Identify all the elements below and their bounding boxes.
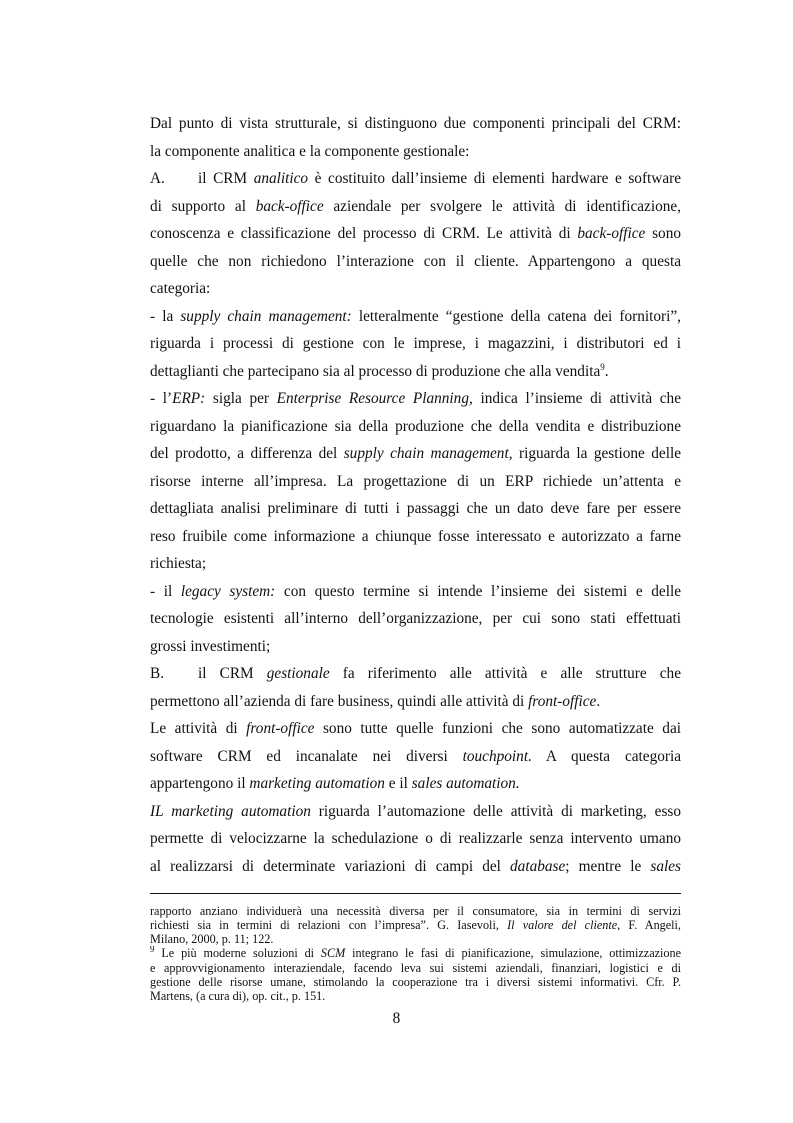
body-line: categoria: xyxy=(150,280,211,297)
body-line: riguarda i processi di gestione con le imprese, i magazzini, i distributori ed i xyxy=(150,335,681,352)
body-line: tecnologie esistenti all’interno dell’organizzazione, per cui sono stati effettuati xyxy=(150,610,681,627)
body-line: di supporto al back-office aziendale per svolgere le attività di identificazione, xyxy=(150,198,681,215)
body-line: dettaglianti che partecipano sia al processo di produzione che alla vendita$^9$. xyxy=(150,361,609,380)
body-line: del prodotto, a differenza del supply chain management, riguarda la gestione delle xyxy=(150,445,681,462)
footnote-9: $^9$ Le più moderne soluzioni di SCM integrano le fasi di pianificazione, simulazione, ottimizzazione xyxy=(150,946,681,961)
list-item-a: A. il CRM analitico è costituito dall’insieme di elementi hardware e software xyxy=(150,170,681,187)
body-line: Le attività di front-office sono tutte quelle funzioni che sono automatizzate dai xyxy=(150,720,681,737)
body-line: reso fruibile come informazione a chiunque fosse interessato e autorizzato a farne xyxy=(150,528,681,545)
footnote-ref: 9 xyxy=(600,361,605,372)
body-line: permettono all’azienda di fare business, quindi alle attività di front-office. xyxy=(150,693,601,710)
footnote-line: e approvvigionamento interaziendale, facendo leva sui sistemi aziendali, finanziari, logistici e di xyxy=(150,961,681,975)
body-line: grossi investimenti; xyxy=(150,638,271,655)
body-line: risorse interne all’impresa. La progettazione di un ERP richiede un’attenta e xyxy=(150,473,681,490)
body-line: - il legacy system: con questo termine si intende l’insieme dei sistemi e delle xyxy=(150,583,681,600)
footnote-line: Martens, (a cura di), op. cit., p. 151. xyxy=(150,989,326,1003)
footnote-line: richiesti sia in termini di relazioni con l’impresa”. G. Iasevoli, Il valore del cliente, F. Angeli, xyxy=(150,918,681,932)
list-marker: A. xyxy=(150,170,165,187)
footnote-line: rapporto anziano individuerà una necessità diversa per il consumatore, sia in termini di servizi xyxy=(150,904,681,918)
footnote-line: gestione delle risorse umane, stimolando la cooperazione tra i diversi sistemi informativi. Cfr. P. xyxy=(150,975,681,989)
list-marker: B. xyxy=(150,665,165,682)
body-line: richiesta; xyxy=(150,555,207,572)
body-line: quelle che non richiedono l’interazione con il cliente. Appartengono a questa xyxy=(150,253,681,270)
body-line: - la supply chain management: letteralmente “gestione della catena dei fornitori”, xyxy=(150,308,681,325)
footnote-separator xyxy=(150,893,681,894)
footnote-line: Milano, 2000, p. 11; 122. xyxy=(150,932,274,946)
body-line: software CRM ed incanalate nei diversi touchpoint. A questa categoria xyxy=(150,748,681,765)
body-line: la componente analitica e la componente gestionale: xyxy=(150,143,470,160)
body-line: dettagliata analisi preliminare di tutti i passaggi che un dato deve fare per essere xyxy=(150,500,681,517)
list-item-b: B. il CRM gestionale fa riferimento alle attività e alle strutture che xyxy=(150,665,681,682)
page-number: 8 xyxy=(392,1010,401,1027)
body-line: riguardano la pianificazione sia della produzione che della vendita e distribuzione xyxy=(150,418,681,435)
body-line: permette di velocizzarne la schedulazione o di realizzarle senza intervento umano xyxy=(150,830,681,847)
footnote-marker: 9 xyxy=(150,946,155,954)
body-line: al realizzarsi di determinate variazioni di campi del database; mentre le sales xyxy=(150,858,681,875)
body-line: IL marketing automation riguarda l’automazione delle attività di marketing, esso xyxy=(150,803,681,820)
body-line: Dal punto di vista strutturale, si distinguono due componenti principali del CRM: xyxy=(150,115,681,132)
body-line: appartengono il marketing automation e il sales automation. xyxy=(150,775,520,792)
body-line: - l’ERP: sigla per Enterprise Resource Planning, indica l’insieme di attività che xyxy=(150,390,681,407)
body-line: conoscenza e classificazione del processo di CRM. Le attività di back-office sono xyxy=(150,225,681,242)
